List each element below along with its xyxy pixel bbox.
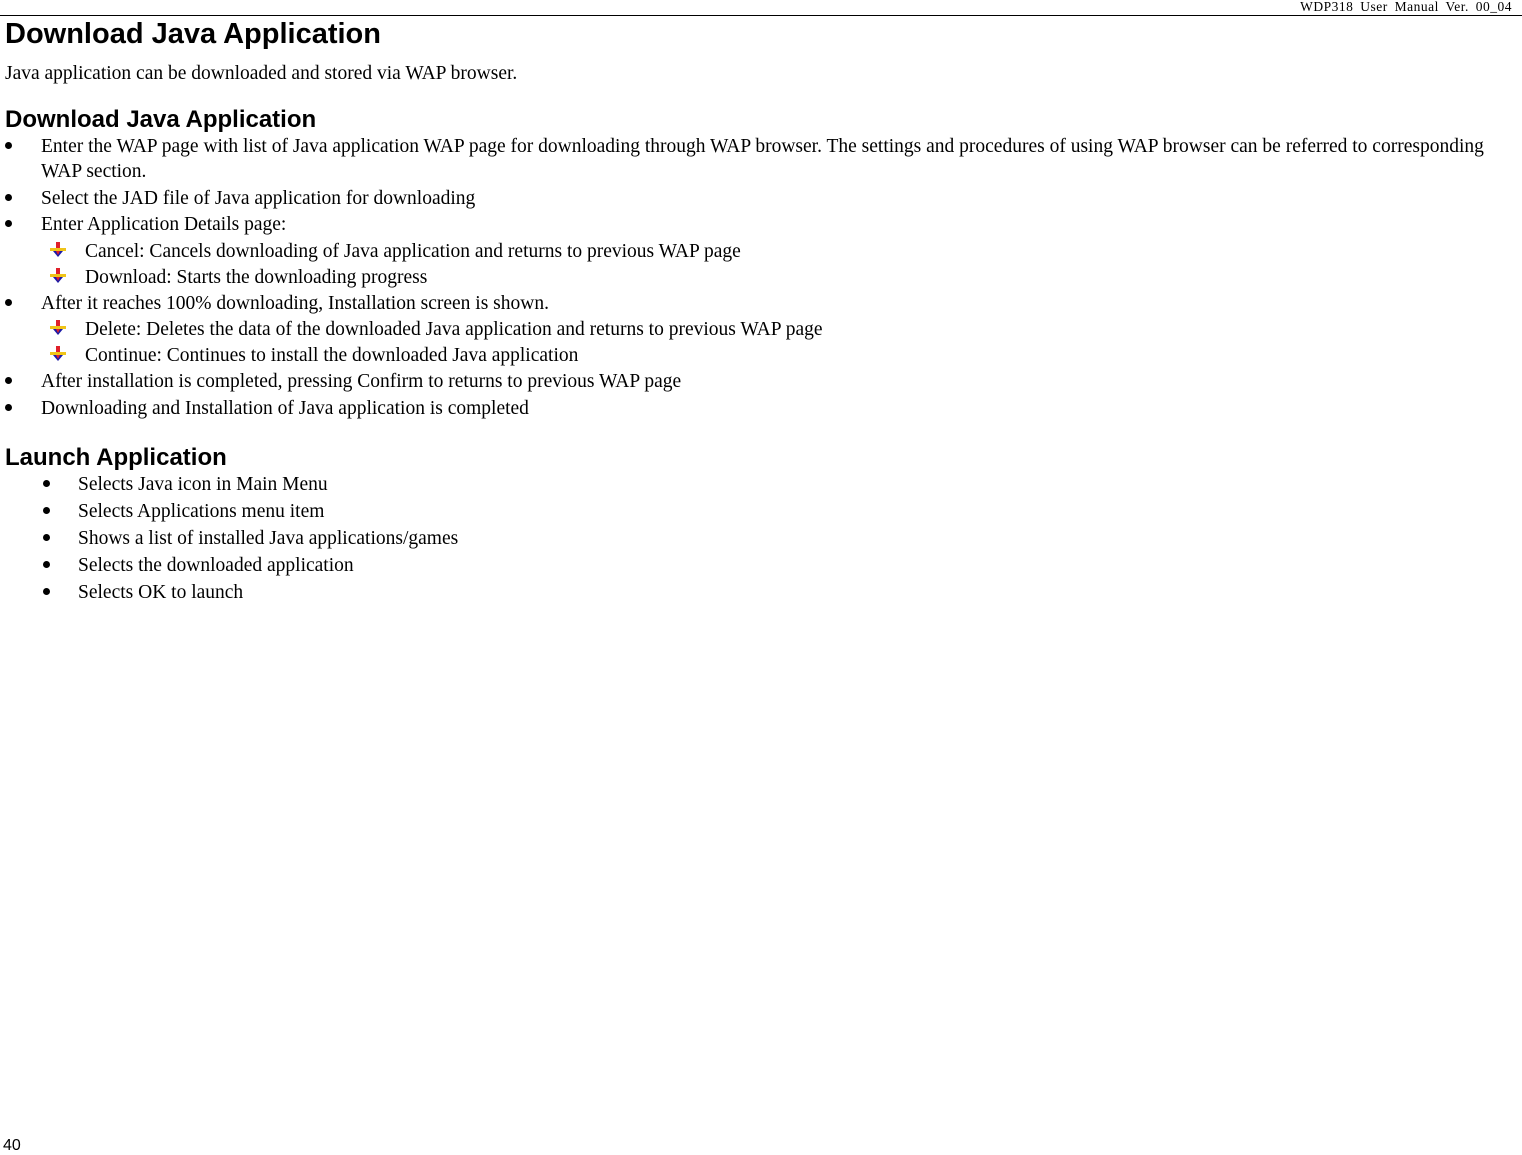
page-number: 40 xyxy=(3,1137,21,1154)
bullet-dot-icon xyxy=(5,377,12,384)
launch-step-text: Selects the downloaded application xyxy=(78,554,354,576)
launch-step xyxy=(5,553,1517,578)
download-substep-text: Continue: Continues to install the downloaded Java application xyxy=(85,345,579,366)
section-title: Download Java Application xyxy=(5,18,381,50)
bullet-dot-icon xyxy=(43,480,50,487)
launch-step xyxy=(5,580,1517,605)
arrow-down-bullet-icon xyxy=(49,268,67,284)
download-step xyxy=(5,134,1517,184)
download-step xyxy=(5,186,1517,211)
launch-step xyxy=(5,526,1517,551)
bullet-dot-icon xyxy=(43,507,50,514)
download-substep-text: Delete: Deletes the data of the downloaded Java application and returns to previous WAP page xyxy=(85,319,823,340)
section-intro: Java application can be downloaded and stored via WAP browser. xyxy=(5,63,518,84)
launch-step xyxy=(5,472,1517,497)
launch-steps-list xyxy=(5,472,1517,605)
download-substep xyxy=(5,265,1517,290)
download-step xyxy=(5,396,1517,421)
bullet-dot-icon xyxy=(43,561,50,568)
download-step-text: After it reaches 100% downloading, Installation screen is shown. xyxy=(41,292,549,314)
bullet-dot-icon xyxy=(5,404,12,411)
bullet-dot-icon xyxy=(43,534,50,541)
download-step-text: After installation is completed, pressing Confirm to returns to previous WAP page xyxy=(41,371,682,392)
download-substep-text: Download: Starts the downloading progress xyxy=(85,266,428,288)
bullet-dot-icon xyxy=(43,588,50,595)
arrow-down-bullet-icon xyxy=(49,346,67,362)
download-steps-list xyxy=(5,134,1517,421)
arrow-down-bullet-icon xyxy=(49,320,67,336)
download-step xyxy=(5,369,1517,394)
download-step xyxy=(5,291,1517,316)
download-step-text: Enter the WAP page with list of Java application WAP page for downloading through WAP browser. The settings and procedures of using WAP browser can be referred to corresponding WAP section. xyxy=(41,136,1484,182)
download-substep xyxy=(5,317,1517,342)
download-substep xyxy=(5,343,1517,368)
download-step-text: Select the JAD file of Java application for downloading xyxy=(41,187,476,209)
download-step xyxy=(5,212,1517,237)
arrow-down-bullet-icon xyxy=(49,242,67,258)
launch-step xyxy=(5,499,1517,524)
launch-step-text: Selects Java icon in Main Menu xyxy=(78,473,328,495)
bullet-dot-icon xyxy=(5,220,12,227)
download-substep-text: Cancel: Cancels downloading of Java application and returns to previous WAP page xyxy=(85,240,741,262)
launch-step-text: Selects OK to launch xyxy=(78,581,244,603)
download-step-text: Downloading and Installation of Java application is completed xyxy=(41,397,529,419)
download-substep xyxy=(5,239,1517,264)
bullet-dot-icon xyxy=(5,142,12,149)
main-content xyxy=(5,15,1517,607)
download-step-text: Enter Application Details page: xyxy=(41,214,287,235)
header-doc-title: WDP318 User Manual Ver. 00_04 xyxy=(1300,0,1512,14)
bullet-dot-icon xyxy=(5,194,12,201)
launch-heading: Launch Application xyxy=(5,443,227,471)
launch-step-text: Selects Applications menu item xyxy=(78,500,325,522)
launch-step-text: Shows a list of installed Java applications/games xyxy=(78,527,459,549)
download-heading: Download Java Application xyxy=(5,106,317,133)
bullet-dot-icon xyxy=(5,299,12,306)
